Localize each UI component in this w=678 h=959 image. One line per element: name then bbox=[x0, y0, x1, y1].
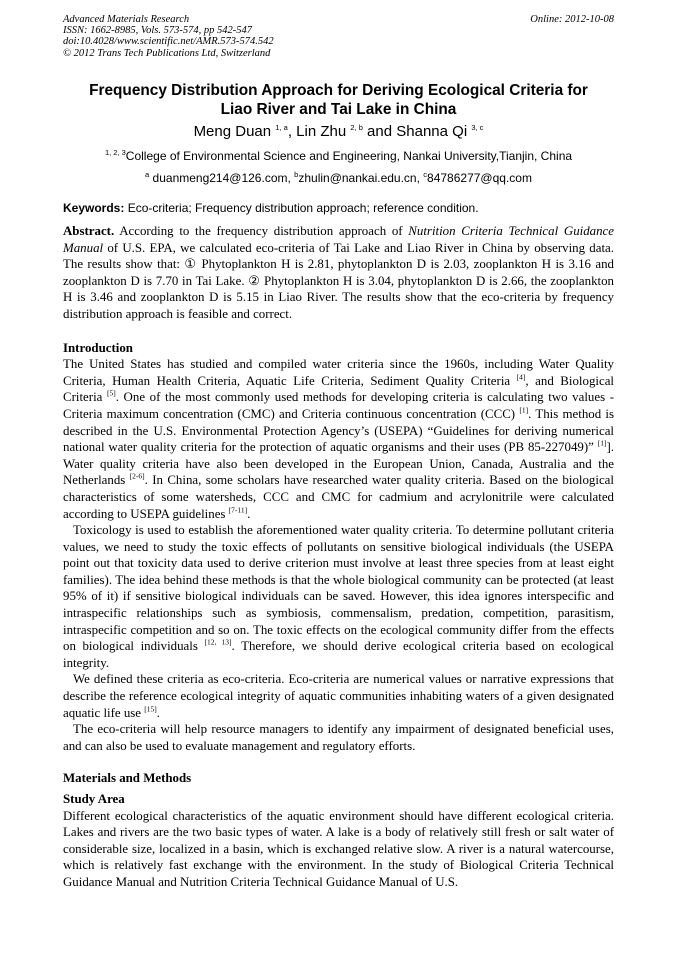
paragraph-text: We defined these criteria as eco-criteria. Eco-criteria are numerical values or narrative expressions that describe the reference ecological integrity of aquatic communities inhabiting waters of a given designated aquatic life use bbox=[63, 672, 614, 720]
journal-header bbox=[63, 14, 614, 66]
title-line-2: Liao River and Tai Lake in China bbox=[220, 101, 457, 118]
online-date: Online: 2012-10-08 bbox=[530, 14, 614, 25]
intro-paragraph-4: The eco-criteria will help resource managers to identify any impairment of designated beneficial uses, and can also be used to evaluate management and regulatory efforts. bbox=[63, 722, 614, 753]
email-mark: b bbox=[294, 170, 299, 179]
affiliation-mark: 1, 2, 3 bbox=[104, 148, 126, 157]
paragraph-text: . bbox=[247, 506, 251, 521]
abstract-italic-title: Nutrition Criteria Technical Guidance Manual bbox=[63, 224, 615, 255]
email-list bbox=[63, 170, 614, 186]
paragraph-text: . One of the most commonly used methods for developing criteria is calculating two values - Criteria maximum concentration (CMC) and Criteria continuous concentration (CCC) bbox=[63, 390, 614, 421]
citation-ref: [4] bbox=[516, 372, 526, 382]
author-list bbox=[63, 122, 614, 142]
email-link[interactable]: duanmeng214@126.com, bbox=[152, 171, 291, 185]
email-mark: a bbox=[145, 170, 150, 179]
author-affil-mark: 1, a bbox=[275, 123, 288, 132]
study-area-heading: Study Area bbox=[63, 792, 125, 806]
author-affil-mark: 3, c bbox=[471, 123, 484, 132]
paper-page bbox=[63, 14, 614, 891]
keywords-label: Keywords: bbox=[63, 201, 125, 215]
author-separator: and bbox=[362, 123, 397, 140]
citation-ref: [1] bbox=[519, 405, 529, 415]
abstract-label: Abstract. bbox=[63, 224, 115, 238]
author-name: Meng Duan bbox=[193, 123, 272, 140]
author-separator: , bbox=[287, 123, 297, 140]
keywords bbox=[63, 201, 614, 216]
citation-ref: [15] bbox=[144, 704, 157, 714]
paper-title bbox=[63, 81, 614, 119]
materials-methods-heading: Materials and Methods bbox=[63, 771, 192, 786]
intro-paragraph-2 bbox=[63, 522, 614, 671]
citation-ref: [12, 13] bbox=[204, 637, 232, 647]
paragraph-text: ]. Water quality criteria have also been developed in the European Union, Canada, Australia and the Netherlands bbox=[63, 440, 614, 488]
intro-paragraph-1 bbox=[63, 356, 614, 522]
paragraph-text: The United States has studied and compiled water criteria since the 1960s, including Water Quality Criteria, Human Health Criteria, Aquatic Life Criteria, Sediment Quality Criteria bbox=[63, 357, 614, 388]
abstract-text: According to the frequency distribution approach of bbox=[114, 224, 409, 238]
author-affil-mark: 2, b bbox=[350, 123, 363, 132]
study-area-paragraph: Different ecological characteristics of the aquatic environment should have different ecological criteria. Lakes and rivers are the two basic types of water. A lake is a body of relatively still fresh or salt water of considerable size, localized in a basin, which is exchanged relative slow. A river is a natural watercourse, which is relatively fast exchange with the environment. In the study of Biological Criteria Technical Guidance Manual and Nutrition Criteria Technical Guidance Manual of U.S. bbox=[63, 808, 614, 889]
paragraph-text: . In China, some scholars have researched water quality criteria. Based on the biological characteristics of some watersheds, CCC and CMC for cadmium and acrylonitrile were calculated according to USEPA guidelines bbox=[63, 473, 614, 521]
issn-line: ISSN: 1662-8985, Vols. 573-574, pp 542-547 bbox=[63, 25, 252, 37]
citation-ref: [7-11] bbox=[228, 505, 248, 515]
email-link[interactable]: zhulin@nankai.edu.cn, bbox=[298, 171, 420, 185]
doi-line: doi:10.4028/www.scientific.net/AMR.573-574.542 bbox=[63, 36, 274, 48]
author-name: Shanna Qi bbox=[396, 123, 468, 140]
introduction-heading: Introduction bbox=[63, 340, 133, 355]
affiliation-text: College of Environmental Science and Engineering, Nankai University,Tianjin, China bbox=[125, 149, 573, 163]
author-name: Lin Zhu bbox=[296, 123, 347, 140]
citation-ref: [5] bbox=[106, 389, 116, 399]
copyright-line: © 2012 Trans Tech Publications Ltd, Switzerland bbox=[63, 47, 271, 59]
paragraph-text: . bbox=[156, 705, 160, 720]
journal-name: Advanced Materials Research bbox=[63, 14, 190, 25]
intro-paragraph-3 bbox=[63, 671, 614, 721]
affiliation bbox=[63, 148, 614, 164]
abstract-text: of U.S. EPA, we calculated eco-criteria of Tai Lake and Liao River in China by observing data. The results show that: ① Phytoplankton H is 2.81, phytoplankton D is 2.03, zooplankton H is 3.16 and zooplankton D is 7.70 in Tai Lake. ② Phytoplankton H is 3.04, phytoplankton D is 2.66, the zooplankton H is 3.46 and zooplankton D is 5.15 in Liao River. The results show that the eco-criteria by frequency distribution approach is feasible and correct. bbox=[63, 240, 614, 321]
paragraph-text: . Therefore, we should derive ecological criteria based on ecological integrity. bbox=[63, 639, 614, 670]
title-line-1: Frequency Distribution Approach for Deriving Ecological Criteria for bbox=[89, 82, 588, 99]
email-mark: c bbox=[423, 170, 428, 179]
keywords-text: Eco-criteria; Frequency distribution approach; reference condition. bbox=[124, 201, 479, 215]
citation-ref: [1] bbox=[597, 438, 607, 448]
paragraph-text: , and Biological Criteria bbox=[63, 373, 614, 405]
paragraph-text: . This method is described in the U.S. Environmental Protection Agency’s (USEPA) “Guidelines for deriving numerical national water quality criteria for the protection of aquatic organisms and their uses (PB 85-227049)” bbox=[63, 406, 615, 455]
email-link[interactable]: 84786277@qq.com bbox=[427, 171, 532, 185]
citation-ref: [2-6] bbox=[129, 472, 145, 482]
abstract bbox=[63, 223, 614, 323]
paragraph-text: Toxicology is used to establish the aforementioned water quality criteria. To determine pollutant criteria values, we need to study the toxic effects of pollutants on sensitive biological individuals (the USEPA point out that toxicity data used to derive criterion must involve at least three species from at least eight families). The idea behind these methods is that the whole biological community can be protected (at least 95% of it) if sensitive biological individuals can be saved. However, this idea ignores interspecific and intraspecific relationships such as symbiosis, commensalism, predation, competition, parasitism, intraspecific competition and so on. The toxic effects on the ecological community differ from the effects on biological individuals bbox=[63, 523, 614, 654]
